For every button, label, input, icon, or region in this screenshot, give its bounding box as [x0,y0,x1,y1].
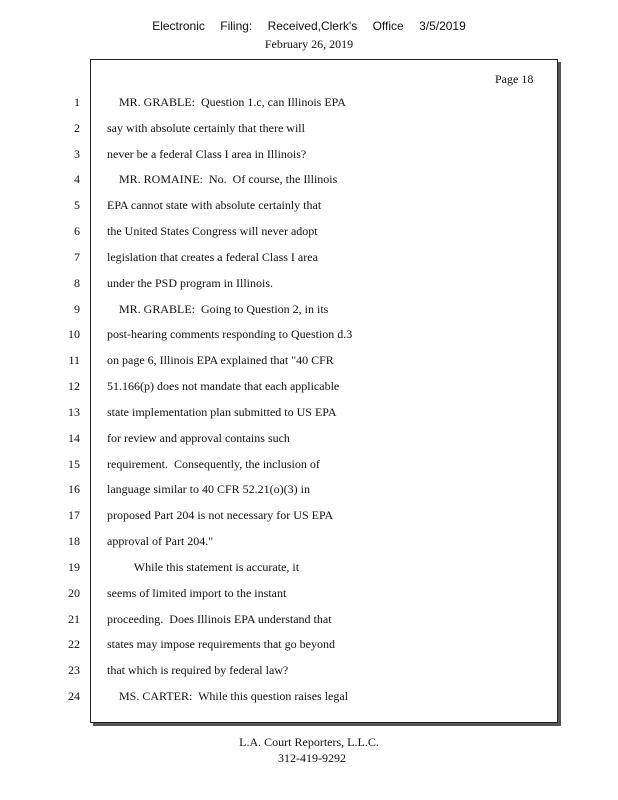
line-number: 13 [68,405,80,419]
stamp-word: Office [372,19,404,33]
transcript-line: While this statement is accurate, it [107,560,300,574]
transcript-date: February 26, 2019 [264,37,354,51]
filing-stamp [0,19,618,33]
line-number: 10 [68,327,80,341]
transcript-line: language similar to 40 CFR 52.21(o)(3) in [107,482,310,496]
line-number: 14 [68,431,80,445]
stamp-date: 3/5/2019 [419,19,466,33]
transcript-line: 51.166(p) does not mandate that each applicable [107,379,340,393]
line-number: 8 [74,276,80,290]
transcript-line: MR. GRABLE: Question 1.c, can Illinois EPA [107,95,346,109]
line-number: 1 [74,95,80,109]
transcript-line: approval of Part 204." [107,534,214,548]
line-number: 12 [68,379,80,393]
line-number: 23 [68,663,80,677]
line-number: 4 [74,172,80,186]
transcript-line: state implementation plan submitted to US EPA [107,405,337,419]
line-number: 11 [68,353,80,367]
line-number: 6 [74,224,80,238]
page-number: Page 18 [495,72,534,86]
line-number: 5 [74,198,80,212]
line-number: 19 [68,560,80,574]
line-number: 22 [68,637,80,651]
transcript-line: proceeding. Does Illinois EPA understand that [107,612,332,626]
line-number: 7 [74,250,80,264]
line-number: 9 [74,302,80,316]
line-number: 16 [68,482,80,496]
transcript-line: EPA cannot state with absolute certainly that [107,198,322,212]
line-number: 3 [74,147,80,161]
line-number: 18 [68,534,80,548]
stamp-word: Received,Clerk's [267,19,358,33]
transcript-line: seems of limited import to the instant [107,586,287,600]
court-reporter-name: L.A. Court Reporters, L.L.C. [239,735,379,749]
stamp-word: Electronic [152,19,205,33]
transcript-line: MR. GRABLE: Going to Question 2, in its [107,302,329,316]
line-number: 15 [68,457,80,471]
transcript-line: the United States Congress will never adopt [107,224,318,238]
transcript-line: legislation that creates a federal Class I area [107,250,318,264]
line-number: 20 [68,586,80,600]
transcript-line: requirement. Consequently, the inclusion of [107,457,320,471]
stamp-word: Filing: [220,19,253,33]
court-reporter-phone: 312-419-9292 [278,751,346,765]
line-number: 17 [68,508,80,522]
transcript-line: never be a federal Class I area in Illinois? [107,147,307,161]
transcript-line: MS. CARTER: While this question raises legal [107,689,349,703]
line-number: 24 [68,689,80,703]
transcript-line: on page 6, Illinois EPA explained that "40 CFR [107,353,334,367]
transcript-line: MR. ROMAINE: No. Of course, the Illinois [107,172,338,186]
line-number: 2 [74,121,80,135]
transcript-line: say with absolute certainly that there will [107,121,305,135]
transcript-line: that which is required by federal law? [107,663,289,677]
transcript-line: proposed Part 204 is not necessary for US EPA [107,508,334,522]
line-number: 21 [68,612,80,626]
transcript-line: post-hearing comments responding to Question d.3 [107,327,353,341]
transcript-line: under the PSD program in Illinois. [107,276,273,290]
transcript-line: states may impose requirements that go beyond [107,637,335,651]
transcript-line: for review and approval contains such [107,431,290,445]
